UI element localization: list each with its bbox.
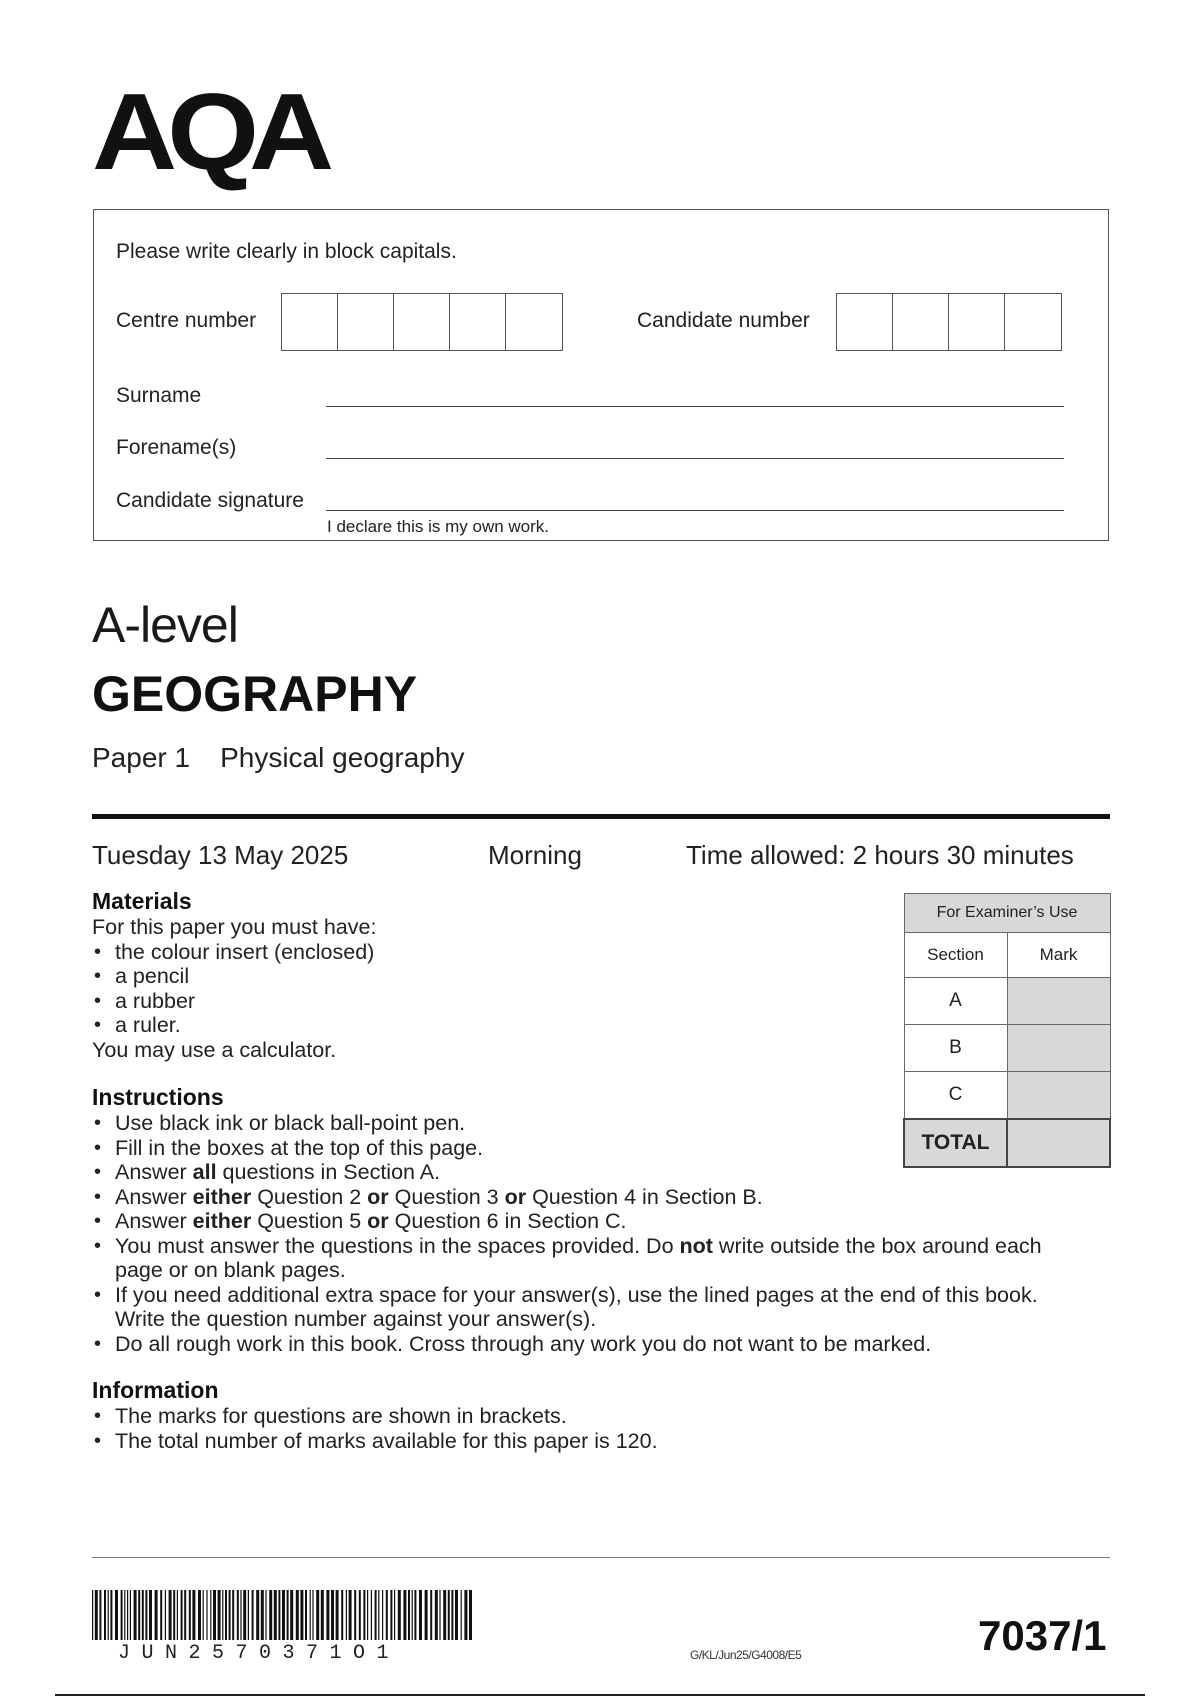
candidate-digit-box[interactable] — [893, 294, 949, 350]
time-allowed: Time allowed: 2 hours 30 minutes — [686, 840, 1074, 870]
candidate-number-boxes[interactable] — [836, 293, 1062, 351]
centre-number-label: Centre number — [116, 309, 257, 332]
list-item: • If you need additional extra space for your answer(s), use the lined pages at the end of this book. Write the question number against your answer(s). — [92, 1283, 1090, 1332]
candidate-details-box — [93, 209, 1109, 541]
list-item: • Answer either Question 2 or Question 3 or Question 4 in Section B. — [92, 1185, 1092, 1210]
forenames-label: Forename(s) — [116, 436, 237, 459]
paper-name: Physical geography — [220, 742, 465, 773]
candidate-number-label: Candidate number — [637, 309, 810, 332]
list-item: • a pencil — [92, 964, 592, 989]
section-c-mark-cell — [1007, 1072, 1110, 1120]
barcode-text: JUN2570371O1 — [118, 1642, 401, 1665]
subject-title: GEOGRAPHY — [92, 666, 418, 722]
centre-digit-box[interactable] — [282, 294, 338, 350]
centre-digit-box[interactable] — [450, 294, 506, 350]
list-item: • the colour insert (enclosed) — [92, 940, 592, 965]
barcode — [92, 1590, 474, 1640]
document-reference: G/KL/Jun25/G4008/E5 — [690, 1648, 802, 1662]
aqa-logo: AQA — [92, 71, 325, 193]
section-a-mark-cell — [1007, 978, 1110, 1025]
list-item: • The marks for questions are shown in brackets. — [92, 1404, 992, 1429]
materials-intro: For this paper you must have: — [92, 915, 377, 939]
section-b-label: B — [904, 1025, 1007, 1072]
divider-thick — [92, 814, 1110, 819]
list-item: • Do all rough work in this book. Cross through any work you do not want to be marked. — [92, 1332, 1092, 1357]
candidate-digit-box[interactable] — [837, 294, 893, 350]
signature-label: Candidate signature — [116, 489, 304, 512]
signature-field[interactable] — [326, 510, 1064, 511]
total-label: TOTAL — [904, 1119, 1007, 1167]
centre-number-boxes[interactable] — [281, 293, 563, 351]
instructions-heading: Instructions — [92, 1084, 224, 1110]
examiner-use-table — [903, 893, 1111, 1168]
centre-digit-box[interactable] — [506, 294, 562, 350]
information-section — [92, 1377, 992, 1453]
qualification-level: A-level — [92, 597, 238, 653]
list-item: • a rubber — [92, 989, 592, 1014]
list-item: • Use black ink or black ball-point pen. — [92, 1111, 1092, 1136]
materials-heading: Materials — [92, 888, 192, 914]
materials-list — [92, 940, 592, 1038]
declaration-text: I declare this is my own work. — [327, 517, 550, 536]
materials-section — [92, 888, 592, 1062]
footer-divider — [92, 1557, 1110, 1558]
centre-digit-box[interactable] — [338, 294, 394, 350]
surname-label: Surname — [116, 384, 202, 407]
list-item: • Answer all questions in Section A. — [92, 1160, 1092, 1185]
paper-code: 7037/1 — [978, 1612, 1107, 1659]
list-item: • Answer either Question 5 or Question 6 in Section C. — [92, 1209, 1092, 1234]
examiner-table-title: For Examiner’s Use — [904, 894, 1110, 933]
mark-column-header: Mark — [1007, 933, 1110, 978]
forenames-field[interactable] — [326, 458, 1064, 459]
block-capitals-instruction: Please write clearly in block capitals. — [116, 240, 457, 263]
list-item: • You must answer the questions in the spaces provided. Do not write outside the box around each page or on blank pages. — [92, 1234, 1090, 1283]
total-mark-cell — [1007, 1119, 1110, 1167]
centre-digit-box[interactable] — [394, 294, 450, 350]
section-a-label: A — [904, 978, 1007, 1025]
list-item: • a ruler. — [92, 1013, 592, 1038]
candidate-digit-box[interactable] — [1005, 294, 1061, 350]
list-item: • The total number of marks available for this paper is 120. — [92, 1429, 992, 1454]
paper-number: Paper 1 — [92, 742, 191, 773]
exam-session: Morning — [488, 840, 582, 870]
list-item: • Fill in the boxes at the top of this page. — [92, 1136, 1092, 1161]
calculator-note: You may use a calculator. — [92, 1037, 337, 1062]
section-c-label: C — [904, 1072, 1007, 1120]
information-heading: Information — [92, 1377, 219, 1403]
exam-date: Tuesday 13 May 2025 — [92, 840, 349, 870]
section-b-mark-cell — [1007, 1025, 1110, 1072]
page-bottom-rule — [55, 1694, 1145, 1696]
section-column-header: Section — [904, 933, 1007, 978]
information-list — [92, 1404, 992, 1453]
candidate-digit-box[interactable] — [949, 294, 1005, 350]
surname-field[interactable] — [326, 406, 1064, 407]
paper-title — [92, 742, 464, 774]
